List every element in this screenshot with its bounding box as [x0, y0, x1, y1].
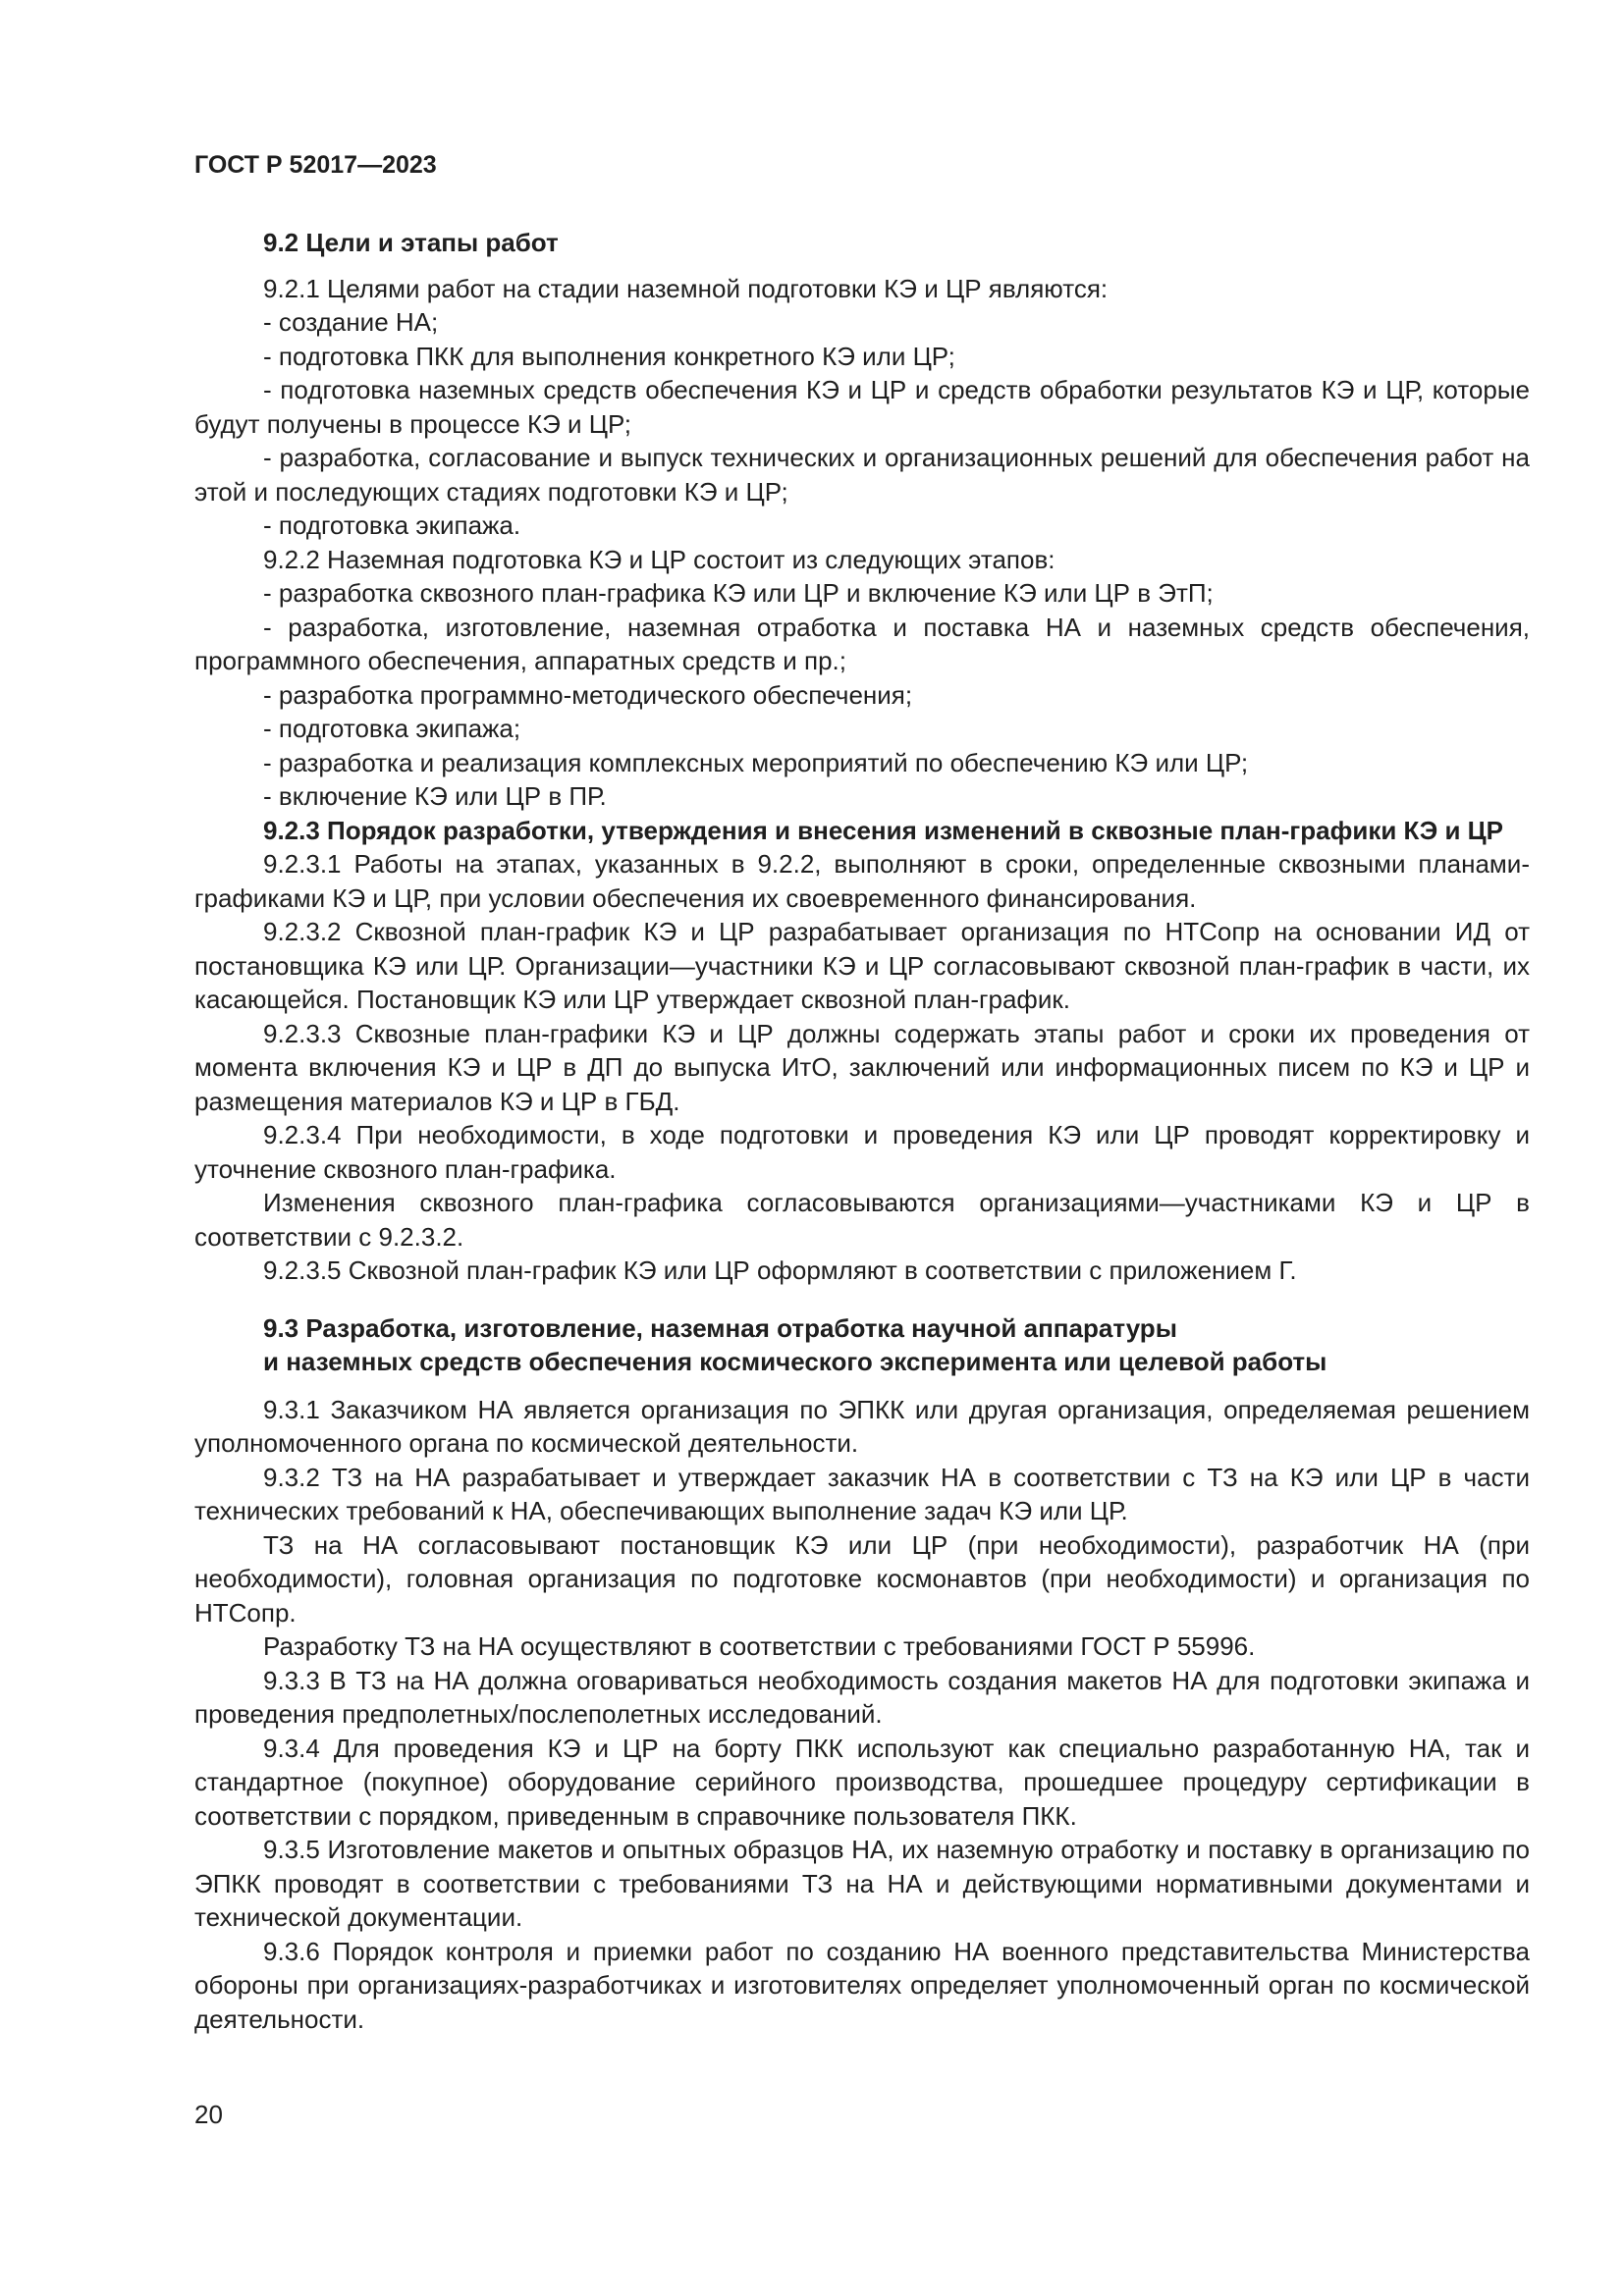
- list-item: - включение КЭ или ЦР в ПР.: [263, 781, 607, 811]
- list-item: - разработка программно-методического обеспечения;: [263, 679, 913, 710]
- list-item: - разработка и реализация комплексных мероприятий по обеспечению КЭ или ЦР;: [263, 747, 1249, 777]
- list-item: - создание НА;: [263, 307, 439, 337]
- document-header: ГОСТ Р 52017—2023: [194, 151, 437, 179]
- document-body: [194, 226, 1530, 2036]
- list-item: - разработка сквозного план-графика КЭ или ЦР и включение КЭ или ЦР в ЭтП;: [263, 578, 1214, 608]
- list-item: - подготовка ПКК для выполнения конкретного КЭ или ЦР;: [263, 341, 955, 371]
- paragraph-9-2-1: 9.2.1 Целями работ на стадии наземной подготовки КЭ и ЦР являются:: [263, 273, 1109, 303]
- paragraph-9-3-2-approval: ТЗ на НА согласовывают постановщик КЭ или ЦР (при необходимости), разработчик НА (при необходимости), головная организация по подготовке космонавтов (при необходимости) и организация по НТСопр.: [194, 1529, 1530, 1628]
- section-heading-9-3-line1: 9.3 Разработка, изготовление, наземная отработка научной аппаратуры: [263, 1312, 1177, 1343]
- paragraph-9-2-3-5: 9.2.3.5 Сквозной план-график КЭ или ЦР оформляют в соответствии с приложением Г.: [263, 1255, 1297, 1285]
- list-item: - подготовка экипажа;: [263, 714, 521, 743]
- paragraph-9-3-2-standard: Разработку ТЗ на НА осуществляют в соответствии с требованиями ГОСТ Р 55996.: [263, 1631, 1256, 1661]
- paragraph-9-3-4: 9.3.4 Для проведения КЭ и ЦР на борту ПКК используют как специально разработанную НА, так и стандартное (покупное) оборудование серийного производства, прошедшее процедуру сертификации в соответствии с порядком, приведенным в справочнике пользователя ПКК.: [194, 1733, 1530, 1831]
- paragraph-9-3-5: 9.3.5 Изготовление макетов и опытных образцов НА, их наземную отработку и поставку в организацию по ЭПКК проводят в соответствии с требованиями ТЗ на НА и действующими нормативными документами и технической документации.: [194, 1835, 1530, 1932]
- paragraph-9-3-6: 9.3.6 Порядок контроля и приемки работ по созданию НА военного представительства Министерства обороны при организациях-разработчиках и изготовителях определяет уполномоченный орган по космической деятельности.: [194, 1936, 1530, 2034]
- list-item: - подготовка наземных средств обеспечения КЭ и ЦР и средств обработки результатов КЭ и ЦР, которые будут получены в процессе КЭ и ЦР;: [194, 375, 1530, 439]
- paragraph-9-2-3-1: 9.2.3.1 Работы на этапах, указанных в 9.2.2, выполняют в сроки, определенные сквозными планами-графиками КЭ и ЦР, при условии обеспечения их своевременного финансирования.: [194, 849, 1530, 913]
- subsection-heading-9-2-3: 9.2.3 Порядок разработки, утверждения и внесения изменений в сквозные план-графики КЭ и ЦР: [263, 815, 1503, 845]
- paragraph-9-2-3-4-note: Изменения сквозного план-графика согласовываются организациями—участниками КЭ и ЦР в соответствии с 9.2.3.2.: [194, 1188, 1530, 1252]
- list-item: - подготовка экипажа.: [263, 510, 521, 540]
- section-heading-9-3: [194, 1311, 1530, 1379]
- section-heading-9-2: 9.2 Цели и этапы работ: [263, 228, 559, 257]
- paragraph-9-2-3-2: 9.2.3.2 Сквозной план-график КЭ и ЦР разрабатывает организация по НТСопр на основании ИД от постановщика КЭ или ЦР. Организации—участники КЭ и ЦР согласовывают сквозной план-график в части, их касающейся. Постановщик КЭ или ЦР утверждает сквозной план-график.: [194, 917, 1530, 1014]
- page-number: 20: [194, 2100, 223, 2129]
- paragraph-9-3-1: 9.3.1 Заказчиком НА является организация по ЭПКК или другая организация, определяемая решением уполномоченного органа по космической деятельности.: [194, 1394, 1530, 1458]
- paragraph-9-2-2: 9.2.2 Наземная подготовка КЭ и ЦР состоит из следующих этапов:: [263, 544, 1056, 574]
- paragraph-9-3-3: 9.3.3 В ТЗ на НА должна оговариваться необходимость создания макетов НА для подготовки экипажа и проведения предполетных/послеполетных исследований.: [194, 1665, 1530, 1729]
- paragraph-9-2-3-3: 9.2.3.3 Сквозные план-графики КЭ и ЦР должны содержать этапы работ и сроки их проведения от момента включения КЭ и ЦР в ДП до выпуска ИтО, заключений или информационных писем по КЭ и ЦР и размещения материалов КЭ и ЦР в ГБД.: [194, 1018, 1530, 1116]
- paragraph-9-3-2: 9.3.2 ТЗ на НА разрабатывает и утверждает заказчик НА в соответствии с ТЗ на КЭ или ЦР в части технических требований к НА, обеспечивающих выполнение задач КЭ или ЦР.: [194, 1462, 1530, 1525]
- list-item: - разработка, изготовление, наземная отработка и поставка НА и наземных средств обеспечения, программного обеспечения, аппаратных средств и пр.;: [194, 612, 1530, 675]
- paragraph-9-2-3-4: 9.2.3.4 При необходимости, в ходе подготовки и проведения КЭ или ЦР проводят корректировку и уточнение сквозного план-графика.: [194, 1120, 1530, 1184]
- list-item: - разработка, согласование и выпуск технических и организационных решений для обеспечения работ на этой и последующих стадиях подготовки КЭ и ЦР;: [194, 443, 1530, 507]
- section-heading-9-3-line2: и наземных средств обеспечения космического эксперимента или целевой работы: [263, 1347, 1327, 1376]
